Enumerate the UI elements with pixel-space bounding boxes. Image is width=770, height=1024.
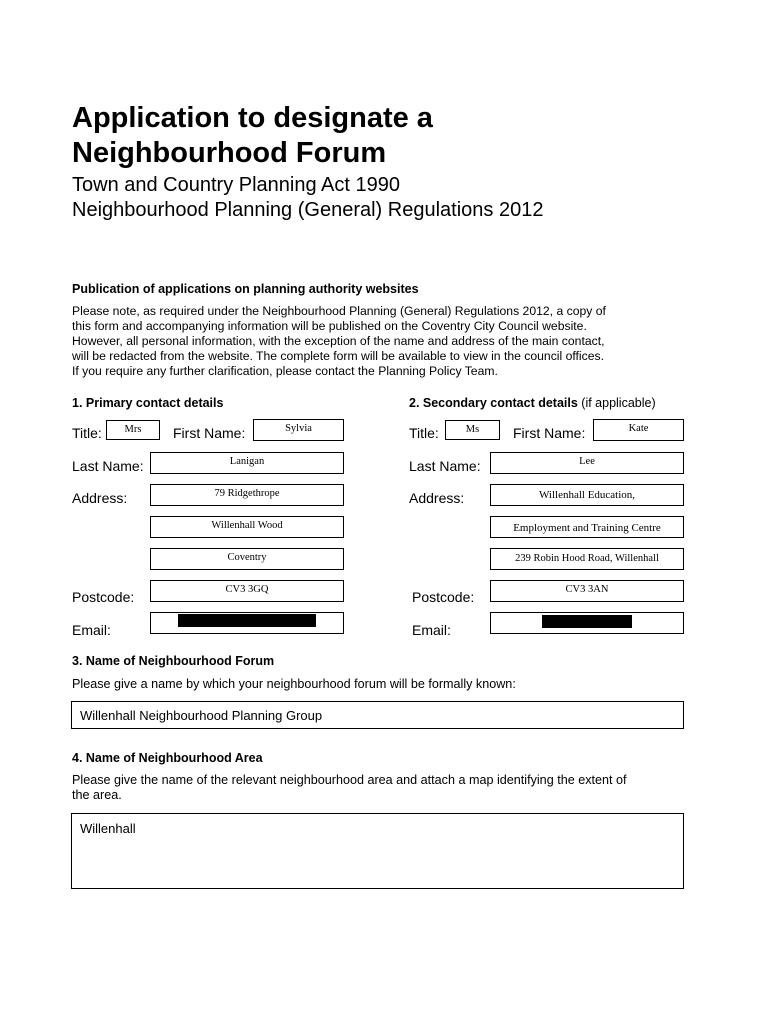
area-name-heading: 4. Name of Neighbourhood Area — [72, 751, 263, 765]
primary-first-name-label: First Name: — [173, 425, 246, 441]
primary-address-line3-field[interactable]: Coventry — [150, 548, 344, 570]
subtitle-act: Town and Country Planning Act 1990 — [72, 174, 400, 196]
area-name-field[interactable]: Willenhall — [71, 813, 684, 889]
secondary-first-name-label: First Name: — [513, 425, 586, 441]
redaction-bar — [178, 614, 316, 627]
secondary-title-label: Title: — [409, 425, 439, 441]
primary-first-name-field[interactable]: Sylvia — [253, 419, 344, 441]
secondary-postcode-field[interactable]: CV3 3AN — [490, 580, 684, 602]
primary-title-label: Title: — [72, 425, 102, 441]
secondary-contact-heading — [409, 396, 656, 410]
secondary-heading-text: 2. Secondary contact details — [409, 396, 578, 410]
publication-heading: Publication of applications on planning authority websites — [72, 282, 419, 296]
subtitle-regulations: Neighbourhood Planning (General) Regulations 2012 — [72, 199, 544, 221]
secondary-address-label: Address: — [409, 490, 465, 506]
area-name-prompt — [72, 773, 712, 803]
secondary-address-line3-field[interactable]: 239 Robin Hood Road, Willenhall — [490, 548, 684, 570]
redaction-bar — [542, 615, 632, 628]
publication-line: Please note, as required under the Neighbourhood Planning (General) Regulations 2012, a copy of — [72, 304, 606, 318]
title-line: Application to designate a — [72, 102, 433, 134]
forum-name-field[interactable]: Willenhall Neighbourhood Planning Group — [71, 701, 684, 729]
publication-line: will be redacted from the website. The complete form will be available to view in the council offices. — [72, 349, 604, 363]
secondary-last-name-label: Last Name: — [409, 458, 481, 474]
area-prompt-line: the area. — [72, 788, 122, 802]
primary-postcode-field[interactable]: CV3 3GQ — [150, 580, 344, 602]
publication-text — [72, 304, 712, 379]
primary-last-name-field[interactable]: Lanigan — [150, 452, 344, 474]
primary-address-line2-field[interactable]: Willenhall Wood — [150, 516, 344, 538]
secondary-address-line2-field[interactable]: Employment and Training Centre — [490, 516, 684, 538]
publication-line: If you require any further clarification, please contact the Planning Policy Team. — [72, 364, 498, 378]
secondary-heading-note: (if applicable) — [577, 396, 656, 410]
area-prompt-line: Please give the name of the relevant neighbourhood area and attach a map identifying the extent of — [72, 773, 627, 787]
primary-email-field[interactable] — [150, 612, 344, 634]
primary-postcode-label: Postcode: — [72, 589, 135, 605]
secondary-last-name-field[interactable]: Lee — [490, 452, 684, 474]
publication-line: However, all personal information, with the exception of the name and address of the main contact, — [72, 334, 605, 348]
forum-name-heading: 3. Name of Neighbourhood Forum — [72, 654, 275, 668]
primary-address-label: Address: — [72, 490, 128, 506]
secondary-first-name-field[interactable]: Kate — [593, 419, 684, 441]
primary-title-field[interactable]: Mrs — [106, 420, 160, 440]
secondary-title-field[interactable]: Ms — [445, 420, 500, 440]
secondary-email-field[interactable] — [490, 612, 684, 634]
forum-name-prompt: Please give a name by which your neighbourhood forum will be formally known: — [72, 677, 516, 691]
primary-email-label: Email: — [72, 622, 111, 638]
primary-address-line1-field[interactable]: 79 Ridgethrope — [150, 484, 344, 506]
secondary-address-line1-field[interactable]: Willenhall Education, — [490, 484, 684, 506]
secondary-postcode-label: Postcode: — [412, 589, 475, 605]
secondary-email-label: Email: — [412, 622, 451, 638]
title-line: Neighbourhood Forum — [72, 137, 387, 169]
primary-contact-heading: 1. Primary contact details — [72, 396, 224, 410]
primary-last-name-label: Last Name: — [72, 458, 144, 474]
publication-line: this form and accompanying information will be published on the Coventry City Council website. — [72, 319, 587, 333]
page-title — [72, 101, 692, 171]
